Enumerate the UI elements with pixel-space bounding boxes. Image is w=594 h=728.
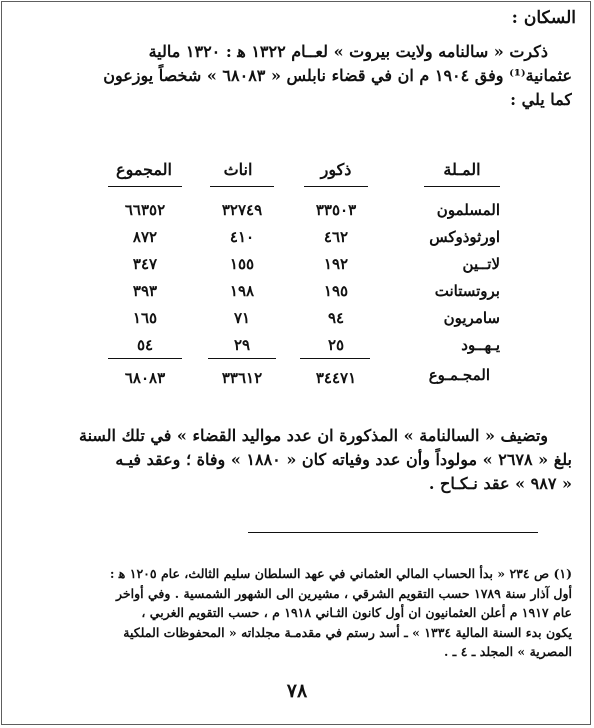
births-paragraph — [22, 424, 572, 496]
row-total: ٣٩٣ — [132, 282, 158, 300]
row-females: ٣٢٧٤٩ — [221, 201, 263, 219]
intro-line: كما يلي : — [510, 90, 572, 109]
header-underline — [424, 186, 500, 187]
row-males: ٤٦٢ — [323, 228, 349, 246]
intro-line: ذكرت « سالنامه ولايت بيروت » لعــام ١٣٢٢ ﻫ : ١٣٢٠ مالية — [148, 42, 548, 61]
row-name: يـهــود — [461, 336, 500, 354]
row-total: ٣٤٧ — [132, 255, 158, 273]
row-name: لاتــين — [462, 255, 500, 273]
row-total: ٥٤ — [136, 336, 154, 354]
footnote-line: عام ١٩١٧ م أعلن العثمانيون ان أول كانون الثـاني ١٩١٨ م ، حسب التقويم الغربي ، — [141, 605, 572, 620]
row-males: ١٩٢ — [323, 255, 349, 273]
intro-line: عثمانية⁽¹⁾ وفق ١٩٠٤ م ان في قضاء نابلس « ٦٨٠٨٣ » شخصاً يوزعون — [103, 66, 572, 85]
row-males: ١٩٥ — [323, 282, 349, 300]
row-females: ٧١ — [233, 309, 251, 327]
births-line: بلغ « ٢٦٧٨ » مولوداً وأن عدد وفياته كان « ١٨٨٠ » وفاة ؛ وعقد فيـه — [115, 450, 572, 469]
header-underline — [210, 186, 274, 187]
sum-rule — [108, 358, 182, 359]
births-line: « ٩٨٧ » عقد نـكـاح . — [428, 474, 572, 493]
row-females: ١٥٥ — [229, 255, 255, 273]
row-females: ٤١٠ — [229, 228, 255, 246]
footnote-line: أول آذار سنة ١٧٨٩ حسب التقويم الشرقي ، مشيرين الى الشهور الشمسية . وفي أواخر — [116, 585, 572, 601]
totals-males: ٣٤٤٧١ — [315, 369, 357, 387]
row-total: ٨٧٢ — [132, 228, 158, 246]
page-number: ٧٨ — [286, 680, 308, 702]
births-line: وتضيف « السالنامة » المذكورة ان عدد مواليد القضاء » في تلك السنة — [79, 426, 548, 445]
row-males: ٣٣٥٠٣ — [315, 201, 357, 219]
row-name: اورثوذوكس — [429, 228, 500, 246]
header-group: المـلة — [443, 160, 481, 179]
row-males: ٢٥ — [327, 336, 345, 354]
row-males: ٩٤ — [327, 309, 345, 327]
footnote-line: (١) ص ٢٣٤ « بدأ الحساب المالي العثماني في عهد السلطان سليم الثالث، عام ١٢٠٥ ﻫ : — [109, 566, 572, 581]
row-name: سامريون — [443, 309, 500, 327]
row-name: بروتستانت — [434, 282, 500, 300]
sum-rule — [208, 358, 276, 359]
header-total: المجموع — [116, 160, 172, 179]
header-underline — [108, 186, 182, 187]
totals-label: المجـمـوع — [428, 366, 490, 384]
footnote-line: المصرية » المجلد ـ ٤ ـ . — [443, 644, 572, 659]
intro-paragraph — [22, 40, 572, 112]
row-total: ٦٦٣٥٢ — [124, 201, 166, 219]
sum-rule — [300, 358, 370, 359]
header-underline — [304, 186, 368, 187]
header-females: اناث — [223, 160, 253, 179]
row-females: ٢٩ — [233, 336, 251, 354]
row-females: ١٩٨ — [229, 282, 255, 300]
row-name: المسلمون — [436, 201, 500, 219]
section-heading: السكان : — [511, 8, 576, 28]
totals-females: ٣٣٦١٢ — [221, 369, 263, 387]
totals-total: ٦٨٠٨٣ — [124, 369, 166, 387]
header-males: ذكور — [320, 160, 352, 179]
footnote-line: يكون بدء السنة المالية ١٣٣٤ » ـ أسد رستم في مقدمـة مجلداته « المحفوظات الملكية — [123, 624, 572, 640]
footnote — [24, 564, 572, 662]
row-total: ١٦٥ — [132, 309, 158, 327]
footnote-separator — [248, 532, 538, 533]
